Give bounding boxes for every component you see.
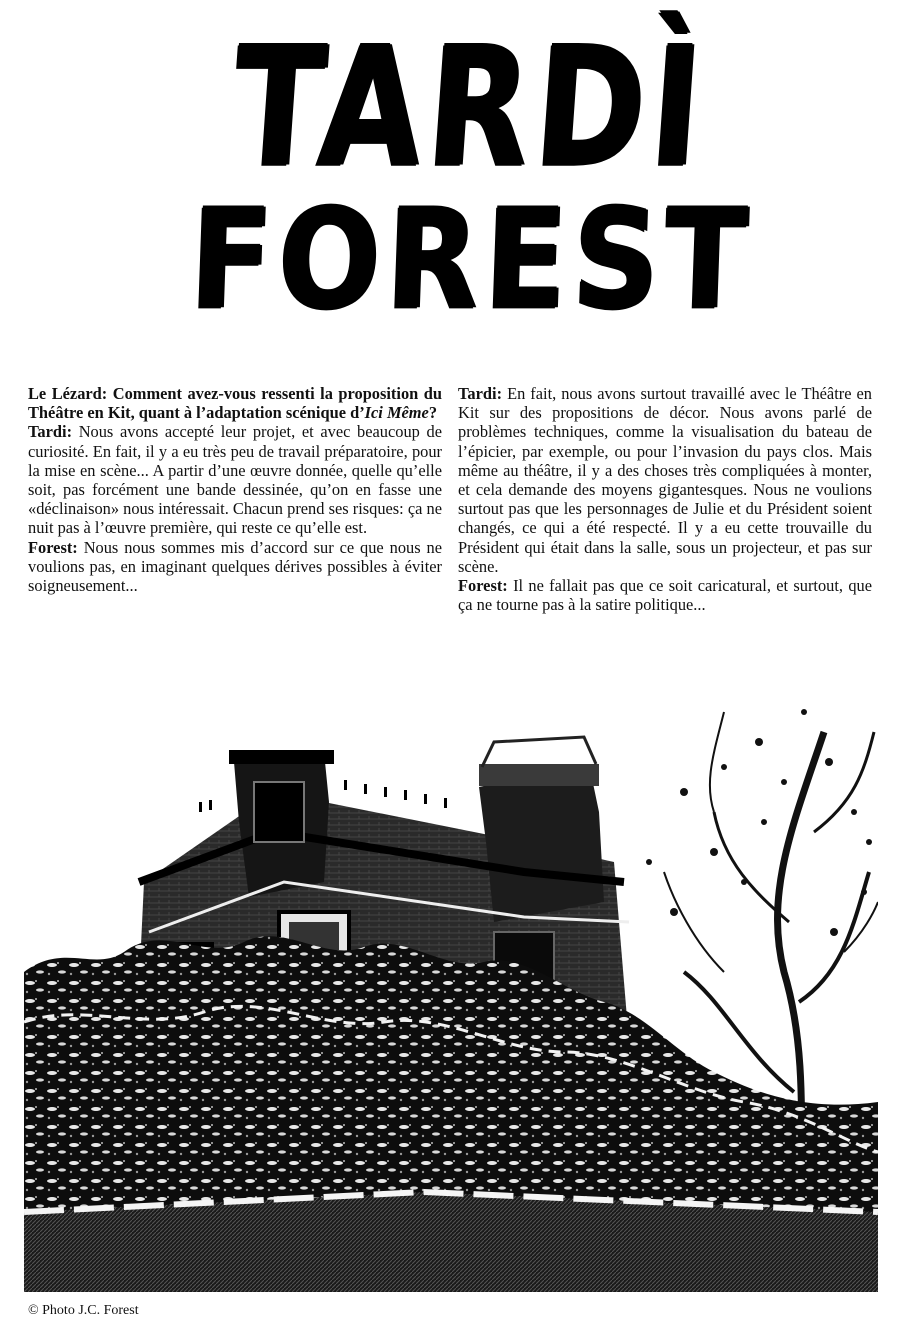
question-paragraph (28, 384, 442, 422)
answer-text: Il ne fallait pas que ce soit caricatural, et surtout, que ça ne tourne pas à la satire politique... (458, 576, 872, 615)
speaker-forest: Forest: (28, 537, 78, 557)
speaker-tardi: Tardi: (458, 384, 503, 403)
answer-paragraph (28, 538, 442, 596)
question-title-italic: Ici Même (364, 403, 429, 423)
question-end: ? (428, 403, 438, 423)
page-title (187, 10, 756, 340)
question-text: Comment avez-vous ressenti la proposition du Théâtre en Kit, quant à l’adaptation scénique d’ (28, 384, 442, 423)
interview-column-right (458, 384, 872, 614)
answer-paragraph (458, 384, 872, 576)
answer-paragraph (458, 576, 872, 614)
speaker-tardi: Tardi: (28, 422, 73, 442)
title-line-forest: FOREST (187, 179, 756, 340)
speaker-lezard: Le Lézard: (28, 384, 108, 403)
photo-credit: © Photo J.C. Forest (28, 1303, 139, 1318)
answer-text: En fait, nous avons surtout travaillé avec le Théâtre en Kit sur des propositions de décor. Nous avons parlé de problèmes techniques, comme la visualisation du bateau de l’épicier, par exemple, ou pour l’invasion du pays clos. Mais même au théâtre, il y a des choses très compliquées à monter, et cela demande des moyens gigantesques. Nous ne voulions surtout pas que les personnages de Julie et du Président soient changés, ce qui a été respecté. Il y a eu cette trouvaille du Président qui était dans la salle, sous un projecteur, et pas sur scène. (458, 384, 872, 576)
answer-text: Nous avons accepté leur projet, et avec beaucoup de curiosité. En fait, il y a eu très peu de travail préparatoire, pour la mise en scène... A partir d’une œuvre donnée, quelle qu’elle soit, pas forcément une bande dessinée, qu’on en fasse une «déclinaison» nous intéressait. Chacun prend ses risques: ça ne nuit pas à l’œuvre première, qui reste ce qu’elle est. (28, 422, 442, 538)
stone-wall (24, 1192, 878, 1292)
speaker-forest: Forest: (458, 576, 508, 596)
interview-column-left (28, 384, 442, 595)
house-photograph (24, 672, 878, 1292)
photo-illustration (24, 672, 878, 1292)
answer-text: Nous nous sommes mis d’accord sur ce que nous ne voulions pas, en imaginant quelques dérives possibles à éviter soigneusement... (28, 537, 442, 596)
title-line-tardi: TARDÌ (227, 10, 713, 204)
answer-paragraph (28, 422, 442, 537)
